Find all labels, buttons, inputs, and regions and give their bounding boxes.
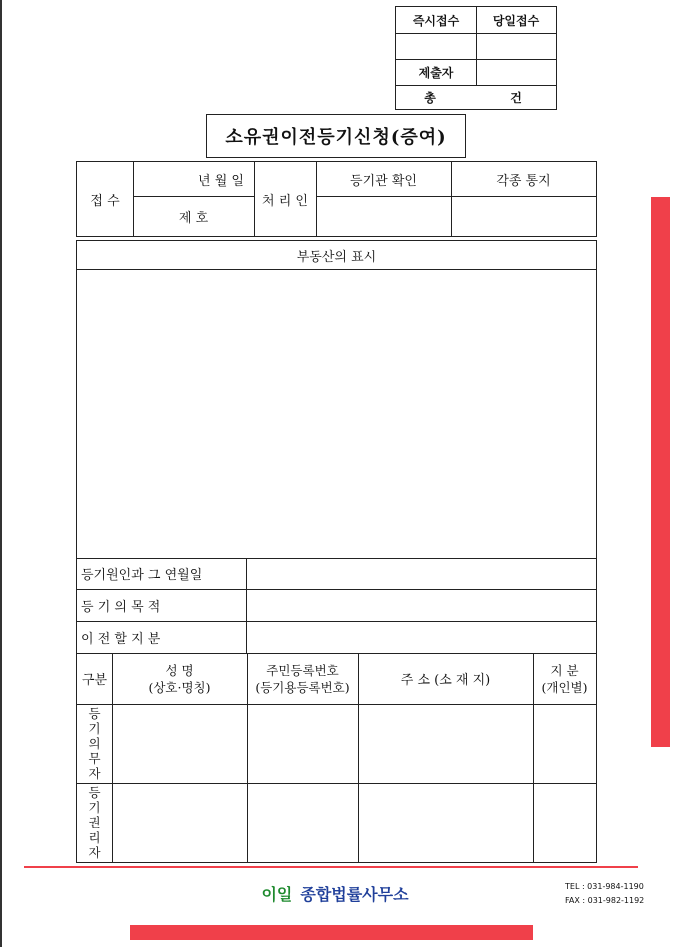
- page-edge: [0, 0, 2, 947]
- receipt-box: [395, 6, 557, 110]
- immediate-receipt-label: 즉시접수: [412, 13, 460, 28]
- law-firm-name: 이일 종합법률사무소: [261, 884, 409, 904]
- col-share-header: [533, 653, 596, 704]
- cause-label: 등기원인과 그 연월일: [81, 568, 203, 583]
- col-id-line2: (등기용등록번호): [255, 679, 350, 695]
- property-header: 부동산의 표시: [296, 249, 377, 265]
- col-name-header: [112, 653, 247, 704]
- registration-form: [76, 240, 597, 863]
- reception-table: [76, 161, 597, 237]
- processor-label: 처 리 인: [262, 193, 308, 209]
- property-description-area: [79, 270, 594, 557]
- notices-label: 각종 통지: [496, 173, 551, 189]
- obligor-label: 등 기 의 무 자: [88, 706, 101, 781]
- footer-red-bar: [130, 925, 533, 940]
- purpose-label: 등 기 의 목 적: [81, 599, 161, 615]
- col-type-header: 구분: [81, 673, 108, 688]
- share-label: 이 전 할 지 분: [81, 631, 161, 647]
- col-name-line1: 성 명: [165, 662, 194, 678]
- col-name-line2: (상호·명칭): [148, 679, 211, 695]
- reception-label: 접 수: [90, 193, 120, 209]
- firm-tel: TEL : 031-984-1190: [565, 882, 644, 891]
- firm-fax: FAX : 031-982-1192: [565, 896, 645, 905]
- col-address-header: 주 소 (소 재 지): [400, 673, 491, 688]
- registrar-check-label: 등기관 확인: [350, 173, 417, 189]
- holder-label: 등 기 권 리 자: [88, 785, 101, 860]
- same-day-receipt-label: 당일접수: [492, 13, 540, 28]
- document-title: 소유권이전등기신청(증여): [206, 114, 466, 158]
- col-id-line1: 주민등록번호: [266, 662, 339, 678]
- submitter-label: 제출자: [418, 65, 454, 80]
- count-unit-label: 건: [510, 90, 522, 105]
- col-id-header: [247, 653, 358, 704]
- col-share-line2: (개인별): [541, 679, 588, 695]
- col-share-line1: 지 분: [550, 662, 579, 678]
- reception-date: 년 월 일: [198, 173, 244, 189]
- red-margin-bar: [651, 197, 670, 747]
- total-label: 총: [424, 90, 436, 105]
- footer-red-rule: [24, 866, 638, 868]
- reception-number: 제 호: [178, 210, 209, 226]
